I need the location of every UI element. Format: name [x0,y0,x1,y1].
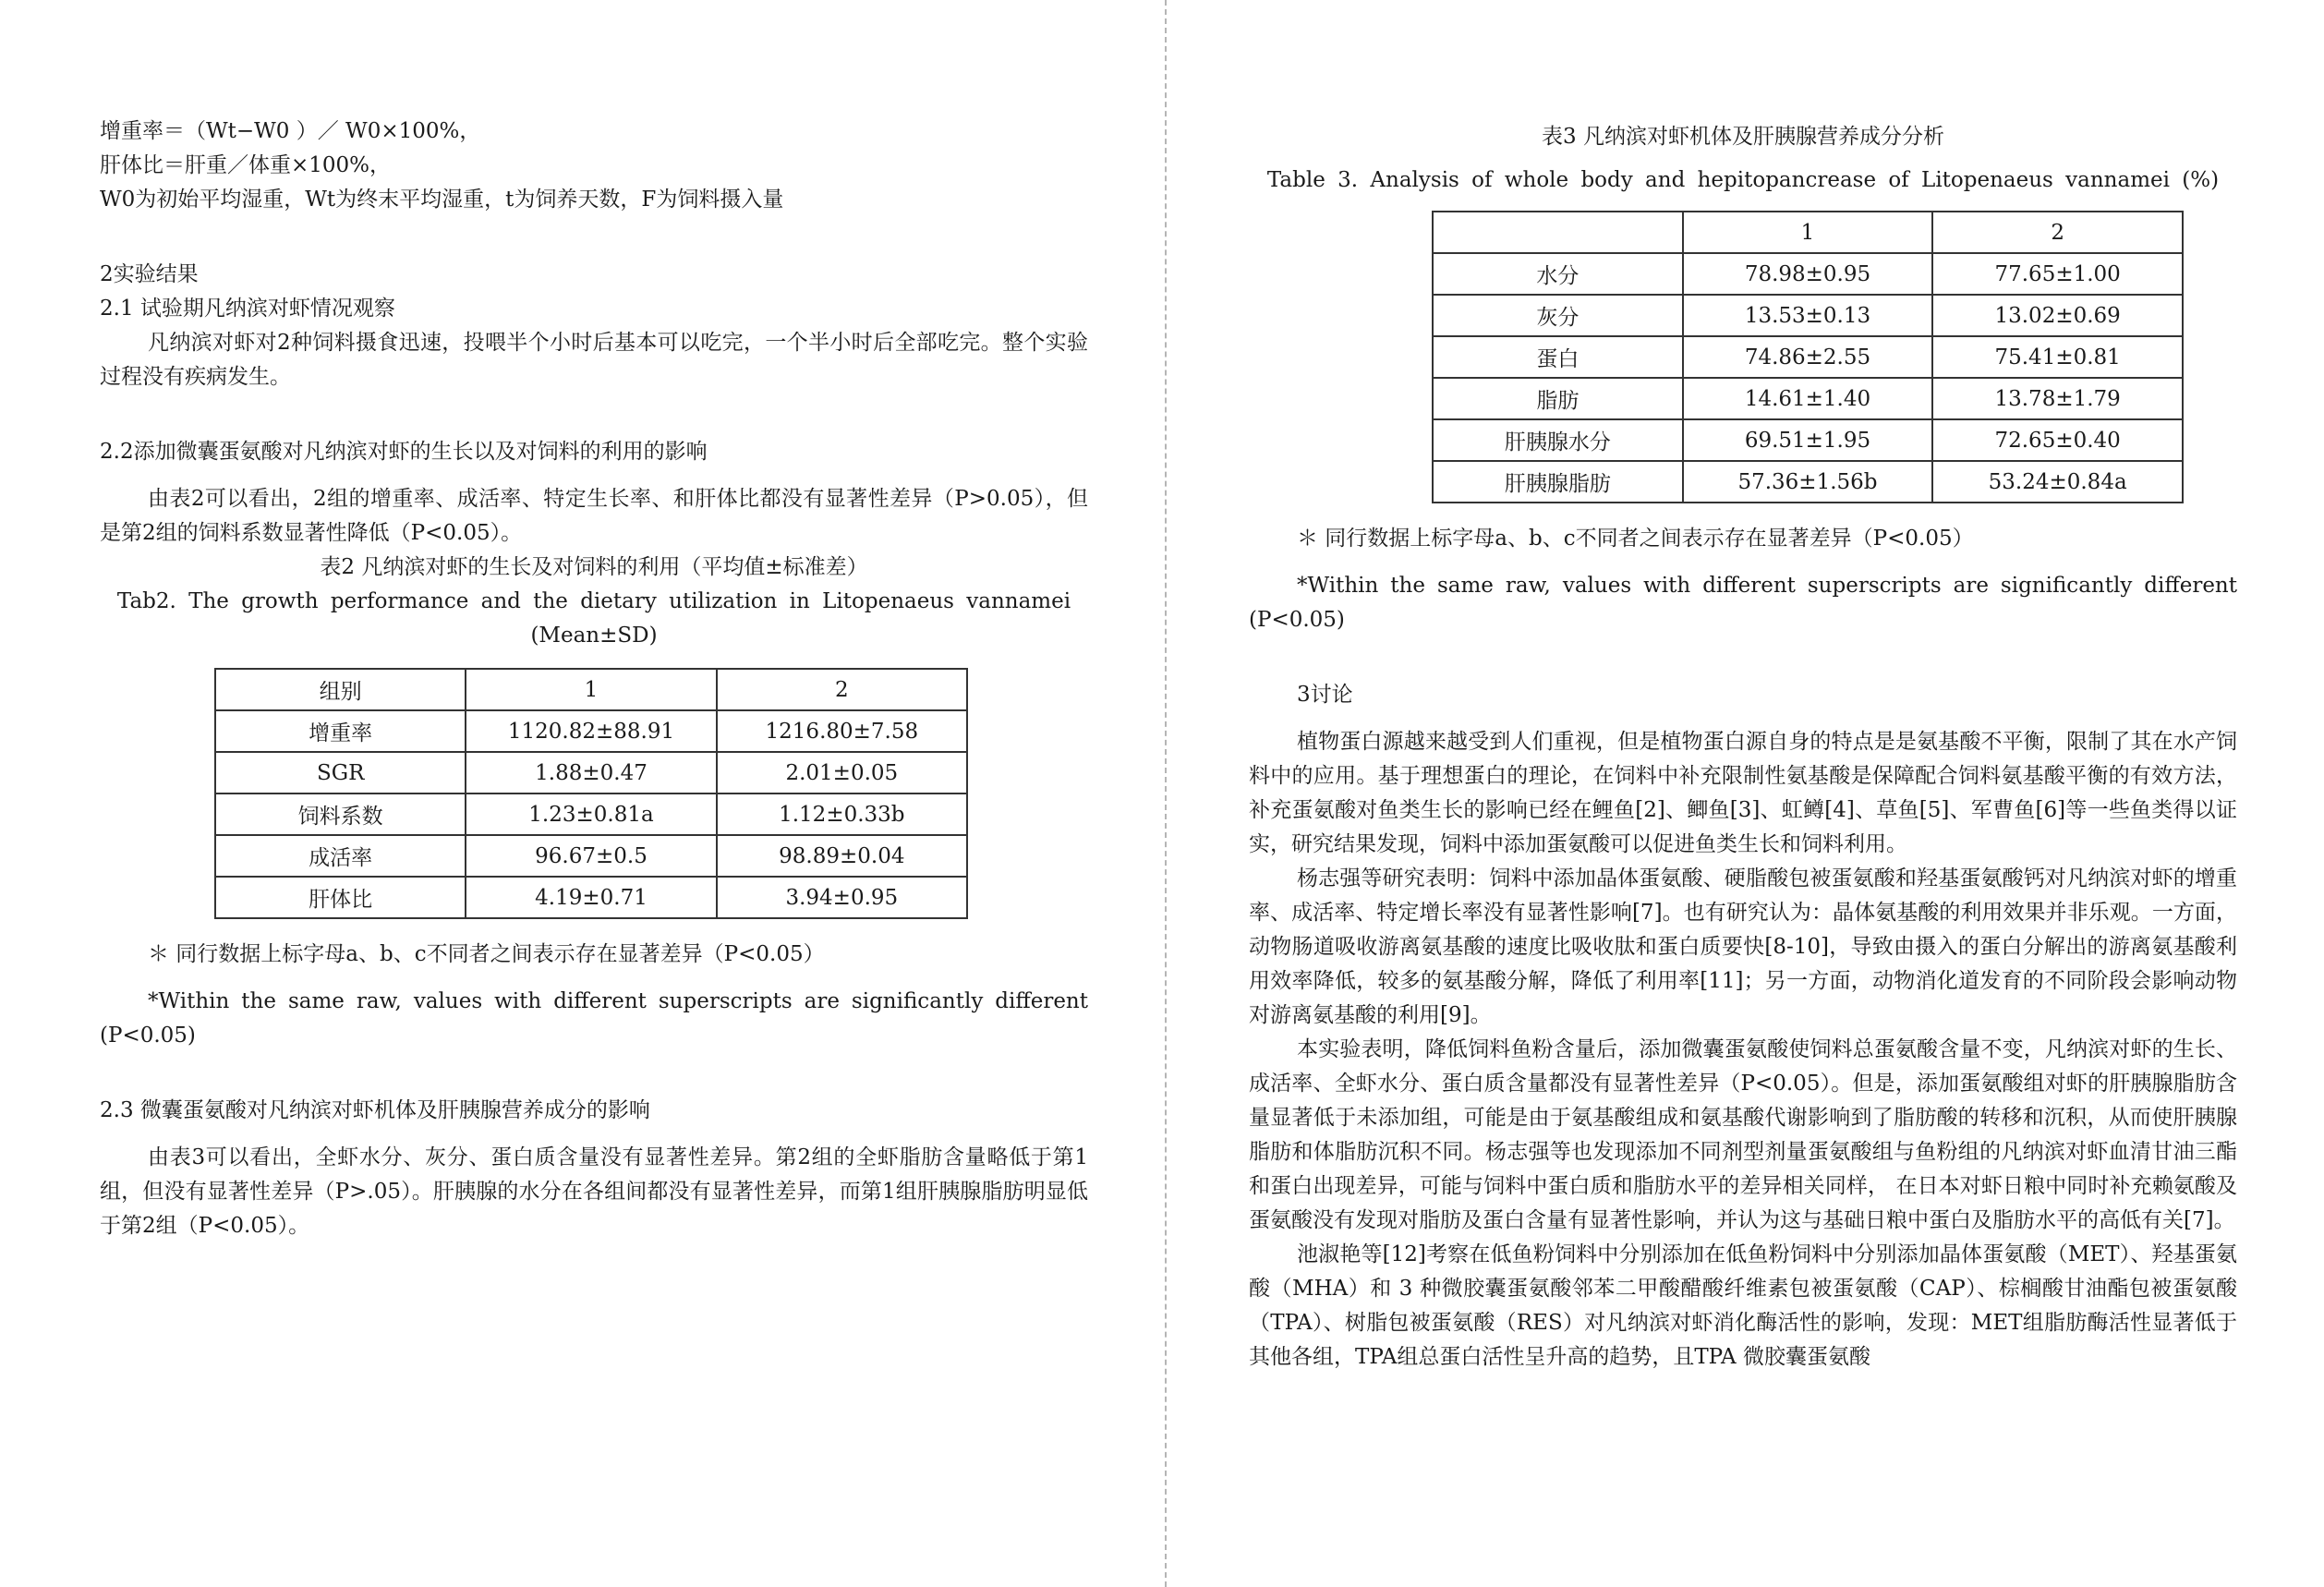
formula-variables: W0为初始平均湿重，Wt为终末平均湿重，t为饲养天数，F为饲料摄入量 [100,188,784,212]
table-header-cell [1433,212,1683,253]
table-cell: 2.01±0.05 [717,752,967,794]
table2-note-cn: ＊ 同行数据上标字母a、b、c不同者之间表示存在显著差异（P<0.05） [148,942,825,966]
table-cell: 3.94±0.95 [717,877,967,918]
table-cell: 1.88±0.47 [466,752,716,794]
table-header-row [1433,212,2183,253]
table-header-cell: 2 [1932,212,2183,253]
table-cell: 53.24±0.84a [1932,461,2183,503]
table2-caption-en: Tab2. The growth performance and the dietary utilization in Litopenaeus vannamei (Mean±SD) [116,589,1071,648]
table3-note-cn: ＊ 同行数据上标字母a、b、c不同者之间表示存在显著差异（P<0.05） [1297,527,1974,551]
section-2-2-text: 由表2可以看出，2组的增重率、成活率、特定生长率、和肝体比都没有显著性差异（P>0.05），但是第2组的饲料系数显著性降低（P<0.05）。 [100,487,1088,545]
table-row [215,752,967,794]
table-cell: 增重率 [215,710,466,752]
table-cell: 78.98±0.95 [1683,253,1933,295]
discussion-paragraph: 池淑艳等[12]考察在低鱼粉饲料中分别添加在低鱼粉饲料中分别添加晶体蛋氨酸（MET）、羟基蛋氨酸（MHA）和 3 种微胶囊蛋氨酸邻苯二甲酸醋酸纤维素包被蛋氨酸（CAP）、棕榈酸甘油酯包被蛋氨酸（TPA）、树脂包被蛋氨酸（RES）对凡纳滨对虾消化酶活性的影响，发现：MET组脂肪酶活性显著低于其他各组，TPA组总蛋白活性呈升高的趋势，且TPA 微胶囊蛋氨酸 [1249,1242,2237,1369]
table-row [1433,419,2183,461]
section-3-heading: 3讨论 [1297,683,1353,707]
formula-weight-gain: 增重率＝（Wt−W0 ）／ W0×100%， [100,119,481,143]
table-cell: 98.89±0.04 [717,835,967,877]
table-cell: 57.36±1.56b [1683,461,1933,503]
table-cell: 肝体比 [215,877,466,918]
table-header-cell: 1 [1683,212,1933,253]
right-page [1168,0,2324,1587]
table-row [1433,336,2183,378]
section-2-2-heading: 2.2添加微囊蛋氨酸对凡纳滨对虾的生长以及对饲料的利用的影响 [100,440,708,464]
discussion-paragraph: 杨志强等研究表明：饲料中添加晶体蛋氨酸、硬脂酸包被蛋氨酸和羟基蛋氨酸钙对凡纳滨对虾的增重率、成活率、特定增长率没有显著性影响[7]。也有研究认为：晶体氨基酸的利用效果并非乐观。一方面，动物肠道吸收游离氨基酸的速度比吸收肽和蛋白质要快[8-10]，导致由摄入的蛋白分解出的游离氨基酸利用效率降低，较多的氨基酸分解，降低了利用率[11]；另一方面，动物消化道发育的不同阶段会影响动物对游离氨基酸的利用[9]。 [1249,866,2237,1027]
table-header-cell: 组别 [215,669,466,710]
section-2-3-text: 由表3可以看出，全虾水分、灰分、蛋白质含量没有显著性差异。第2组的全虾脂肪含量略低于第1组，但没有显著性差异（P>.05）。肝胰腺的水分在各组间都没有显著性差异，而第1组肝胰腺脂肪明显低于第2组（P<0.05）。 [100,1145,1088,1238]
table-row [215,877,967,918]
table-row [215,794,967,835]
table-cell: 蛋白 [1433,336,1683,378]
table-row [1433,295,2183,336]
table-cell: 成活率 [215,835,466,877]
table2-note-en: *Within the same raw, values with different superscripts are significantly different (P<0.05) [100,989,1088,1048]
table-cell: 脂肪 [1433,378,1683,419]
section-2-1-heading: 2.1 试验期凡纳滨对虾情况观察 [100,297,395,321]
table-cell: 69.51±1.95 [1683,419,1933,461]
table-header-cell: 1 [466,669,716,710]
right-column [1249,120,2237,1375]
table3 [1432,211,2184,503]
table-cell: 1216.80±7.58 [717,710,967,752]
section-2-3-heading: 2.3 微囊蛋氨酸对凡纳滨对虾机体及肝胰腺营养成分的影响 [100,1098,650,1122]
table-cell: 14.61±1.40 [1683,378,1933,419]
table-cell: 肝胰腺脂肪 [1433,461,1683,503]
section-2-heading: 2实验结果 [100,262,199,286]
table-cell: 肝胰腺水分 [1433,419,1683,461]
table-cell: 72.65±0.40 [1932,419,2183,461]
table-row [1433,253,2183,295]
table-cell: 96.67±0.5 [466,835,716,877]
table-cell: SGR [215,752,466,794]
table-cell: 13.02±0.69 [1932,295,2183,336]
formula-liver-ratio: 肝体比＝肝重／体重×100%， [100,153,392,177]
table-cell: 77.65±1.00 [1932,253,2183,295]
table-cell: 4.19±0.71 [466,877,716,918]
table-cell: 1120.82±88.91 [466,710,716,752]
table3-caption-cn: 表3 凡纳滨对虾机体及肝胰腺营养成分分析 [1542,125,1944,149]
table-cell: 1.12±0.33b [717,794,967,835]
table-cell: 水分 [1433,253,1683,295]
section-2-1-text: 凡纳滨对虾对2种饲料摄食迅速，投喂半个小时后基本可以吃完，一个半小时后全部吃完。整个实验过程没有疾病发生。 [100,331,1088,389]
table-cell: 74.86±2.55 [1683,336,1933,378]
table-cell: 灰分 [1433,295,1683,336]
table-cell: 75.41±0.81 [1932,336,2183,378]
table2 [214,668,968,919]
table-cell: 13.78±1.79 [1932,378,2183,419]
table-header-row [215,669,967,710]
table-cell: 1.23±0.81a [466,794,716,835]
table-row [215,710,967,752]
page-divider [1165,0,1167,1587]
table3-caption-en: Table 3. Analysis of whole body and hepitopancrease of Litopenaeus vannamei (%) [1266,168,2220,192]
table2-caption-cn: 表2 凡纳滨对虾的生长及对饲料的利用（平均值±标准差） [320,555,868,579]
table-row [215,835,967,877]
table-row [1433,378,2183,419]
discussion-paragraph: 本实验表明，降低饲料鱼粉含量后，添加微囊蛋氨酸使饲料总蛋氨酸含量不变，凡纳滨对虾的生长、成活率、全虾水分、蛋白质含量都没有显著性差异（P<0.05）。但是，添加蛋氨酸组对虾的肝胰腺脂肪含量显著低于未添加组，可能是由于氨基酸组成和氨基酸代谢影响到了脂肪酸的转移和沉积，从而使肝胰腺脂肪和体脂肪沉积不同。杨志强等也发现添加不同剂型剂量蛋氨酸组与鱼粉组的凡纳滨对虾血清甘油三酯和蛋白出现差异，可能与饲料中蛋白质和脂肪水平的差异相关同样， 在日本对虾日粮中同时补充赖氨酸及蛋氨酸没有发现对脂肪及蛋白含量有显著性影响，并认为这与基础日粮中蛋白及脂肪水平的高低有关[7]。 [1249,1037,2237,1232]
table-cell: 13.53±0.13 [1683,295,1933,336]
table-row [1433,461,2183,503]
table3-note-en: *Within the same raw, values with different superscripts are significantly different (P<0.05) [1249,574,2237,632]
table-cell: 饲料系数 [215,794,466,835]
discussion-paragraph: 植物蛋白源越来越受到人们重视，但是植物蛋白源自身的特点是是氨基酸不平衡，限制了其在水产饲料中的应用。基于理想蛋白的理论，在饲料中补充限制性氨基酸是保障配合饲料氨基酸平衡的有效方法，补充蛋氨酸对鱼类生长的影响已经在鲤鱼[2]、鲫鱼[3]、虹鳟[4]、草鱼[5]、军曹鱼[6]等一些鱼类得以证实，研究结果发现，饲料中添加蛋氨酸可以促进鱼类生长和饲料利用。 [1249,730,2237,856]
table-header-cell: 2 [717,669,967,710]
left-column [100,115,1088,1243]
